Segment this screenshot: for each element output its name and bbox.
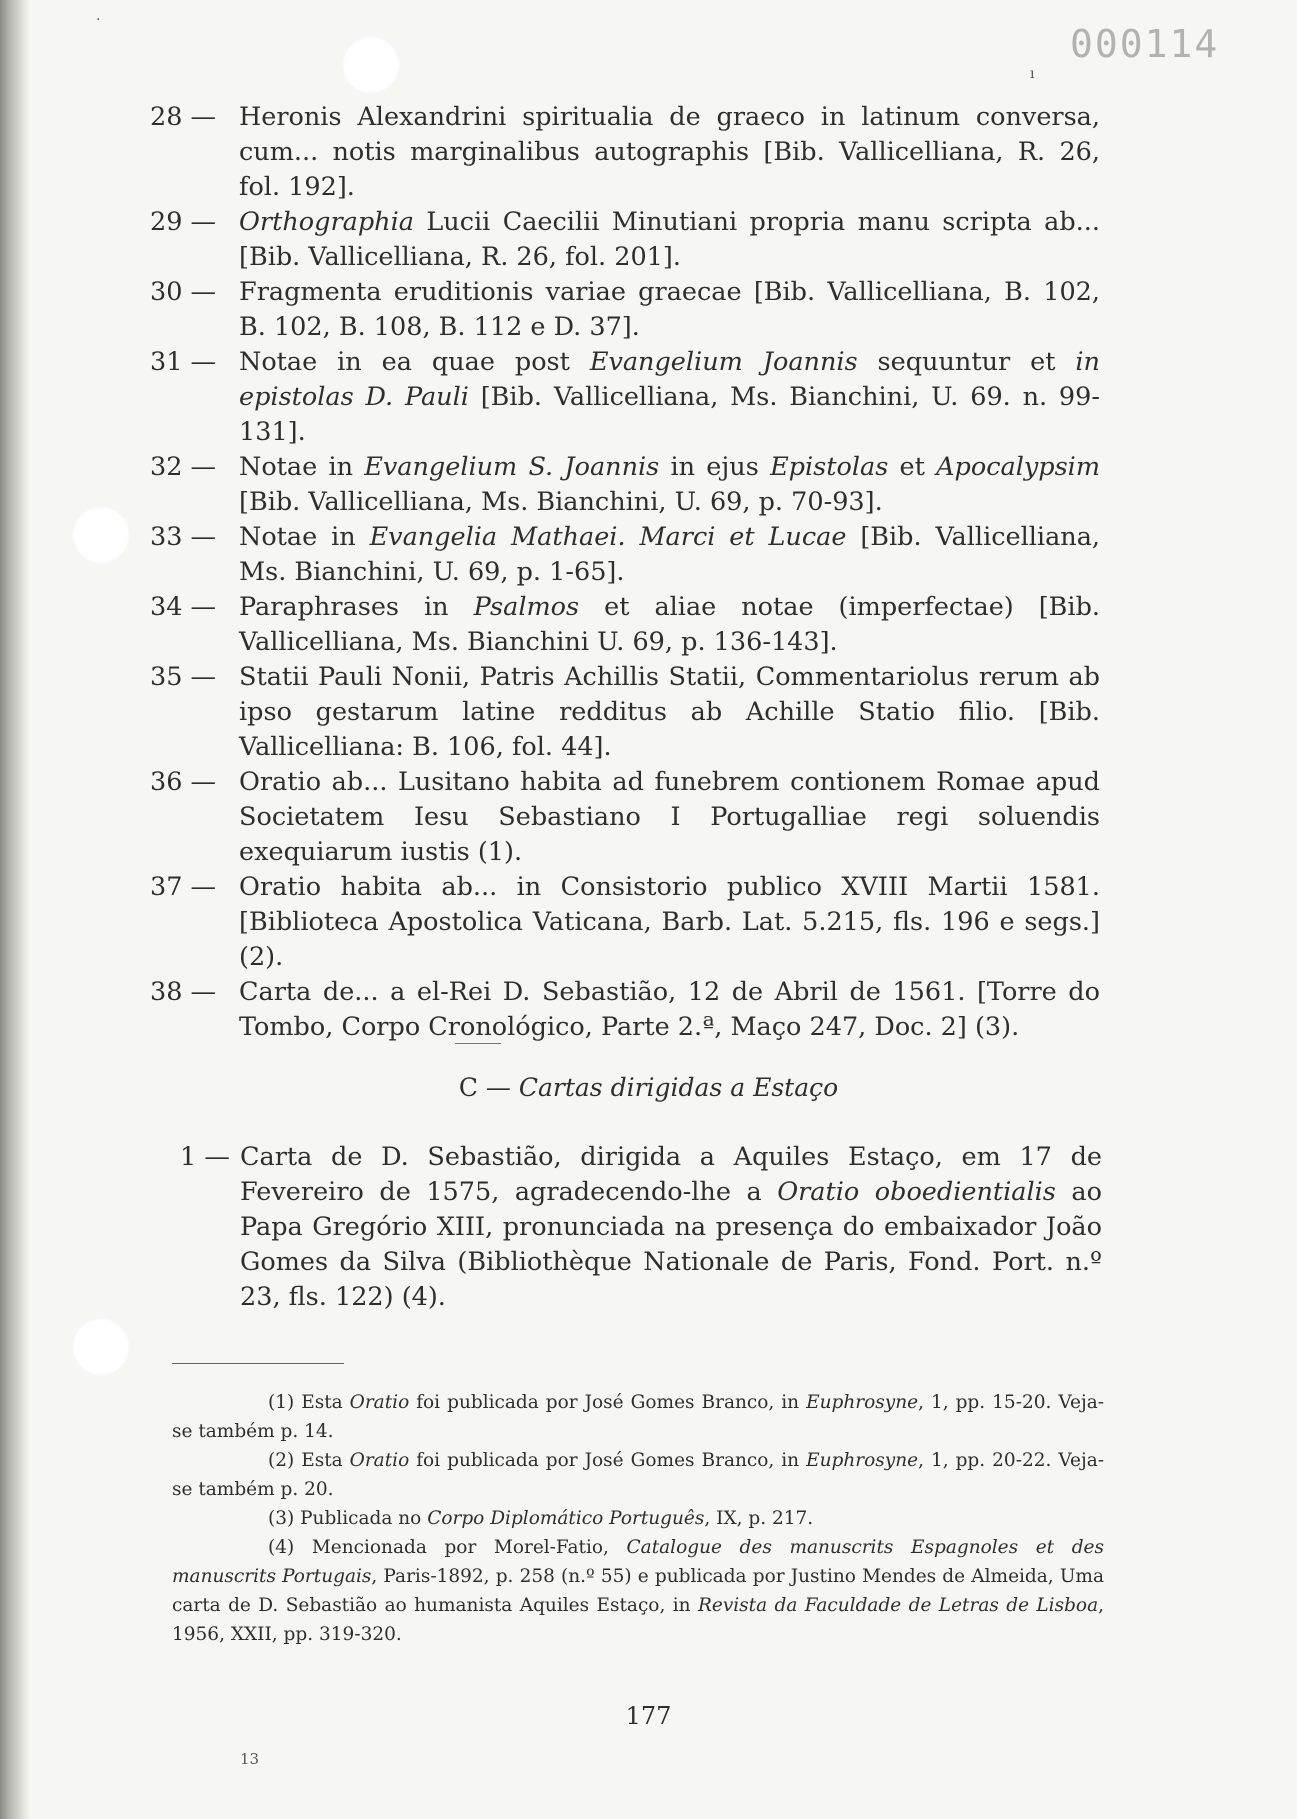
text-run: (2) Esta [268,1450,350,1471]
text-run: [Bib. Vallicelliana, Ms. Bianchini, U. 69. n. 99-131]. [239,382,1100,447]
work-entry [150,345,1100,450]
text-run: sequuntur et [857,347,1076,377]
entry-text [239,660,1100,765]
page-binding-shadow [0,0,30,1819]
work-entry [150,590,1100,660]
entry-text [239,345,1100,450]
entry-number: 33 — [150,522,217,552]
text-run: , IX, p. 217. [704,1508,814,1529]
italic-title: Catalogue des manuscrits Espagnoles et des manuscrits Portugais [172,1537,1105,1587]
entry-number: 34 — [150,592,217,622]
work-entry [150,450,1100,520]
text-run: in ejus [659,452,771,482]
ink-speck: ı [1030,66,1035,82]
text-run: foi publicada por José Gomes Branco, in [409,1392,807,1413]
text-run: , 1, pp. 20-22. Veja-se também p. 20. [172,1450,1104,1500]
italic-title: in epistolas D. Pauli [239,347,1100,412]
letters-list [180,1140,1102,1315]
italic-title: Evangelium Joannis [589,347,858,377]
italic-title: Revista da Faculdade de Letras de Lisboa [697,1595,1099,1616]
italic-title: Oratio [349,1392,410,1413]
italic-title: Oratio oboedientialis [777,1177,1056,1207]
section-letter: C — [458,1073,511,1102]
text-run: Paraphrases in [239,592,474,622]
footnote-divider [172,1363,344,1364]
section-heading [0,1070,1297,1106]
entry-number: 32 — [150,452,217,482]
punch-hole-top [342,36,400,94]
work-entry [150,975,1100,1045]
entry-text [239,975,1100,1045]
italic-title: Apocalypsim [936,452,1101,482]
text-run: et aliae notae (imperfectae) [Bib. Vallicelliana, Ms. Bianchini U. 69, p. 136-143]. [239,592,1100,657]
ink-speck: · [96,12,101,28]
entry-text [239,870,1100,975]
footnote [172,1388,1104,1446]
text-run: , Paris-1892, p. 258 (n.º 55) e publicada por Justino Mendes de Almeida, Uma carta de D. Sebastião ao humanista Aquiles Estaço, in [172,1566,1104,1616]
entry-text [239,275,1100,345]
entry-text [239,590,1100,660]
entry-number: 30 — [150,277,217,307]
work-entry [150,520,1100,590]
work-entry [150,660,1100,765]
text-run: et [888,452,937,482]
entry-text [239,100,1100,205]
entry-number: 1 — [180,1142,230,1172]
text-run: Notae in ea quae post [239,347,590,377]
text-run: [Bib. Vallicelliana, Ms. Bianchini, U. 69, p. 1-65]. [239,522,1100,587]
text-run: (3) Publicada no [268,1508,428,1529]
section-divider [455,1043,501,1044]
entry-text [239,450,1100,520]
footnote [172,1533,1104,1649]
footnote [172,1504,1104,1533]
italic-title: Psalmos [473,592,580,622]
text-run: Notae in [239,452,365,482]
entry-text [239,205,1100,275]
entry-text [240,1140,1102,1315]
text-run: ao Papa Gregório XIII, pronunciada na presença do embaixador João Gomes da Silva (Bibliothèque Nationale de Paris, Fond. Port. n.º 23, fls. 122) (4). [240,1177,1102,1312]
page-number: 177 [625,1702,672,1730]
italic-title: Evangelia Mathaei. Marci et Lucae [369,522,847,552]
footnote [172,1446,1104,1504]
archive-stamp-number: 000114 [1070,22,1220,66]
entry-number: 29 — [150,207,217,237]
entry-number: 36 — [150,767,217,797]
text-run: (1) Esta [268,1392,350,1413]
italic-title: Epistolas [770,452,889,482]
entry-text [239,765,1100,870]
work-entry [150,765,1100,870]
text-run: Fragmenta eruditionis variae graecae [Bib. Vallicelliana, B. 102, B. 102, B. 108, B. 112 e D. 37]. [239,277,1100,342]
entry-number: 35 — [150,662,217,692]
footnotes [172,1388,1104,1649]
text-run: , 1, pp. 15-20. Veja-se também p. 14. [172,1392,1104,1442]
work-entry [150,870,1100,975]
entry-number: 31 — [150,347,217,377]
work-entry [150,100,1100,205]
text-run: Oratio habita ab... in Consistorio publico XVIII Martii 1581. [Biblioteca Apostolica Vaticana, Barb. Lat. 5.215, fls. 196 e segs.] (2). [239,872,1100,972]
text-run: Statii Pauli Nonii, Patris Achillis Statii, Commentariolus rerum ab ipso gestarum latine redditus ab Achille Statio filio. [Bib. Vallicelliana: B. 106, fol. 44]. [239,662,1100,762]
italic-title: Orthographia [239,207,414,237]
text-run: (4) Mencionada por Morel-Fatio, [268,1537,627,1558]
text-run: Oratio ab... Lusitano habita ad funebrem contionem Romae apud Societatem Iesu Sebastiano I Portugalliae regi soluendis exequiarum iustis (1). [239,767,1100,867]
work-entry [150,205,1100,275]
punch-hole-bottom [72,1318,130,1376]
text-run: Lucii Caecilii Minutiani propria manu scripta ab... [Bib. Vallicelliana, R. 26, fol. 201]. [239,207,1100,272]
italic-title: Evangelium S. Joannis [364,452,660,482]
italic-title: Oratio [349,1450,410,1471]
italic-title: Euphrosyne [806,1392,919,1413]
works-list [150,100,1100,1045]
text-run: [Bib. Vallicelliana, Ms. Bianchini, U. 69, p. 70-93]. [239,487,883,517]
entry-number: 37 — [150,872,217,902]
text-run: Notae in [239,522,370,552]
text-run: foi publicada por José Gomes Branco, in [409,1450,807,1471]
work-entry [150,275,1100,345]
entry-number: 28 — [150,102,217,132]
signature-mark: 13 [240,1750,260,1768]
italic-title: Corpo Diplomático Português [427,1508,705,1529]
entry-number: 38 — [150,977,217,1007]
italic-title: Euphrosyne [806,1450,919,1471]
letter-entry [180,1140,1102,1315]
text-run: Heronis Alexandrini spiritualia de graeco in latinum conversa, cum... notis marginalibus autographis [Bib. Vallicelliana, R. 26, fol. 192]. [239,102,1100,202]
text-run: Carta de D. Sebastião, dirigida a Aquiles Estaço, em 17 de Fevereiro de 1575, agradecendo-lhe a [240,1142,1102,1207]
punch-hole-middle [72,506,130,564]
section-title-text: Cartas dirigidas a Estaço [518,1073,839,1102]
text-run: Carta de... a el-Rei D. Sebastião, 12 de Abril de 1561. [Torre do Tombo, Corpo Cronológico, Parte 2.ª, Maço 247, Doc. 2] (3). [239,977,1100,1042]
text-run: , 1956, XXII, pp. 319-320. [172,1595,1104,1645]
entry-text [239,520,1100,590]
